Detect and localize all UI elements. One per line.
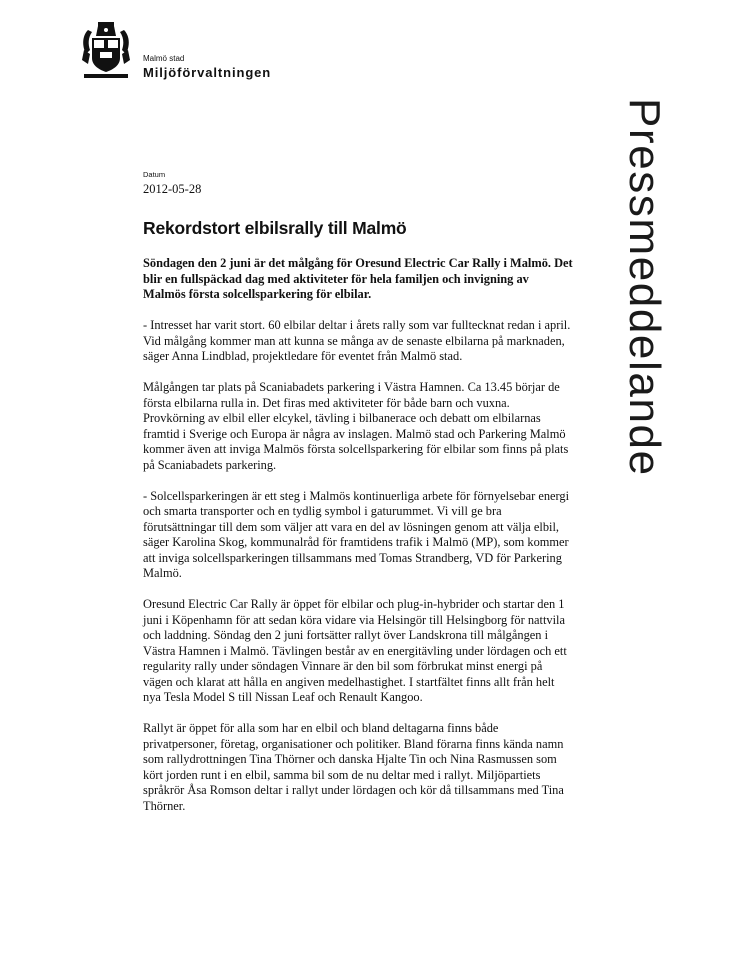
- body-paragraph: Rallyt är öppet för alla som har en elbil och bland deltagarna finns både privatpersoner, företag, organisationer och politiker. Bland förarna finns kända namn som rallydrottningen Tina Thörner och danska Hjalte Tin och Nina Rasmussen som kört jorden runt i en elbil, samma bil som de nu deltar med i rallyt. Miljöpartiets språkrör Åsa Romson deltar i rallyt under lördagen och kör då tillsammans med Tina Thörner.: [143, 721, 564, 813]
- department-name: Miljöförvaltningen: [143, 65, 272, 80]
- date-label: Datum: [143, 170, 166, 179]
- article-body: [143, 256, 573, 830]
- headline: Rekordstort elbilsrally till Malmö: [143, 218, 407, 238]
- lead-paragraph: Söndagen den 2 juni är det målgång för Oresund Electric Car Rally i Malmö. Det blir en fullspäckad dag med aktiviteter för hela familjen och invigning av Malmös första solcellsparkering för elbilar.: [143, 256, 573, 301]
- date-value: 2012-05-28: [143, 182, 202, 196]
- body-paragraph: - Intresset har varit stort. 60 elbilar deltar i årets rally som var fulltecknat redan i april. Vid målgång kommer man att kunna se många av de senaste elbilarna på marknaden, säger Anna Lindblad, projektledare för eventet från Malmö stad.: [143, 318, 571, 363]
- organization-name: [143, 55, 271, 79]
- city-name: Malmö stad: [143, 54, 185, 63]
- body-paragraph: - Solcellsparkeringen är ett steg i Malmös kontinuerliga arbete för förnyelsebar energi och smarta transporter och en tydlig symbol i gaturummet. Vi vill ge bra förutsättningar till dem som väljer att vara en del av lösningen genom att välja elbil, säger Karolina Skog, kommunalråd för framtidens trafik i Malmö (MP), som kommer att inviga solcellsparkeringen tillsammans med Tomas Strandberg, VD för Parkering Malmö.: [143, 488, 570, 580]
- malmo-coat-of-arms-icon: [80, 20, 132, 80]
- body-paragraph: Oresund Electric Car Rally är öppet för elbilar och plug-in-hybrider och startar den 1 juni i Köpenhamn för att sedan köra vidare via Helsingör till Helsingborg för nattvila och laddning. Söndag den 2 juni fortsätter rallyt över Landskrona till målgången i Västra Hamnen i Malmö. Tävlingen består av en energitävling under lördagen och ett regularity rally under söndagen Vinnare är den bil som förbrukat minst energi på vägen och klarat att hålla en angiven medelhastighet. I startfältet finns allt från helt nya Tesla Model S till Nissan Leaf och Renault Kangoo.: [143, 597, 567, 704]
- press-release-label: Pressmeddelande: [620, 98, 669, 477]
- body-paragraph: Målgången tar plats på Scaniabadets parkering i Västra Hamnen. Ca 13.45 börjar de första elbilarna rulla in. Det firas med aktiviteter för både barn och vuxna. Provkörning av elbil eller elcykel, tävling i bilbanerace och debatt om elbilarnas framtid i Sverige och Europa är några av inslagen. Malmö stad och Parkering Malmö kommer även att inviga Malmös första solcellsparkering för elbilar som finns på plats på Scaniabadets parkering.: [143, 380, 569, 472]
